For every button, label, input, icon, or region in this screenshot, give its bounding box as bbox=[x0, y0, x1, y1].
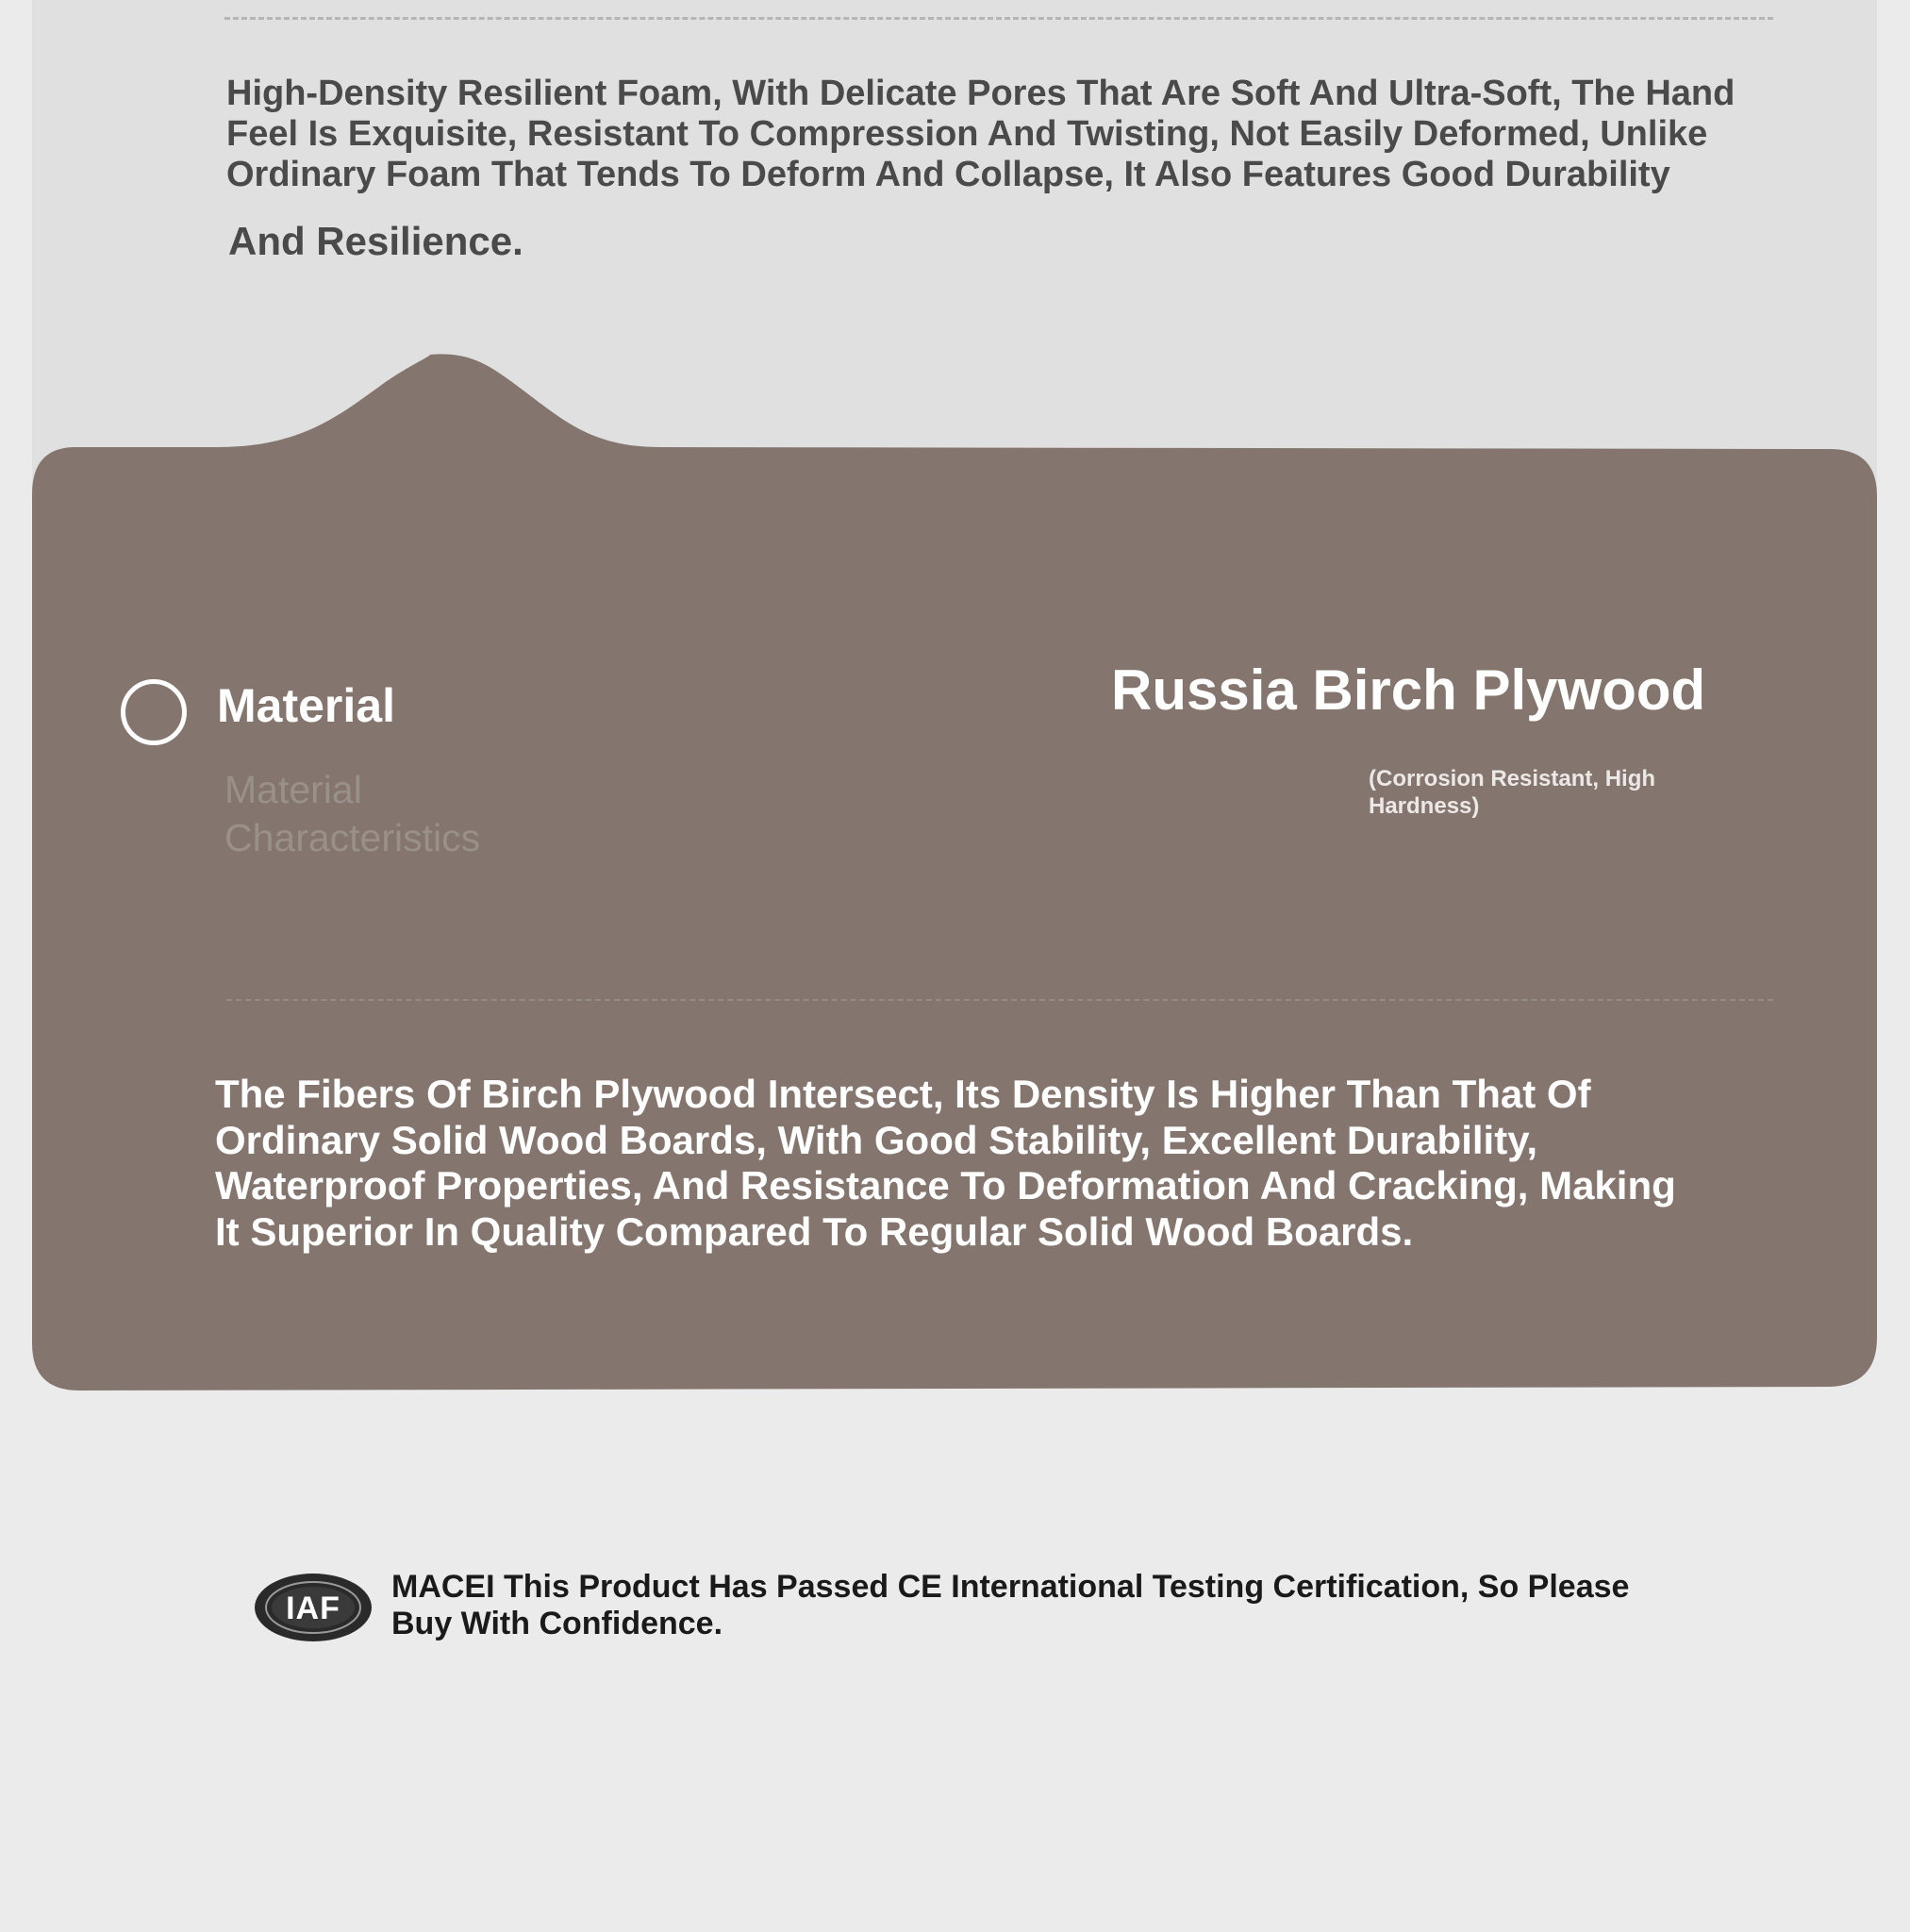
certification-text: MACEI This Product Has Passed CE International Testing Certification, So Please Buy With Confidence. bbox=[391, 1569, 1630, 1641]
material-subtitle: Material Characteristics bbox=[224, 768, 481, 859]
product-name: Russia Birch Plywood bbox=[1111, 658, 1706, 722]
product-note: (Corrosion Resistant, High Hardness) bbox=[1369, 766, 1656, 819]
birch-description: The Fibers Of Birch Plywood Intersect, Its Density Is Higher Than That Of Ordinary Solid Wood Boards, With Good Stability, Excellent Durability, Waterproof Properties, And Resistance To Deformation And Cracking, Making It Superior In Quality Compared To Regular Solid Wood Boards. bbox=[215, 1072, 1676, 1254]
card-divider bbox=[226, 999, 1773, 1001]
iaf-logo-icon bbox=[253, 1572, 374, 1643]
iaf-logo-text: IAF bbox=[286, 1591, 340, 1626]
radio-circle-icon bbox=[121, 679, 187, 745]
foam-description-end: And Resilience. bbox=[228, 219, 523, 263]
material-title: Material bbox=[217, 679, 395, 732]
foam-description: High-Density Resilient Foam, With Delicate Pores That Are Soft And Ultra-Soft, The Hand Feel Is Exquisite, Resistant To Compression And Twisting, Not Easily Deformed, Unlike Ordinary Foam That Tends To Deform And Collapse, It Also Features Good Durability bbox=[226, 74, 1736, 194]
